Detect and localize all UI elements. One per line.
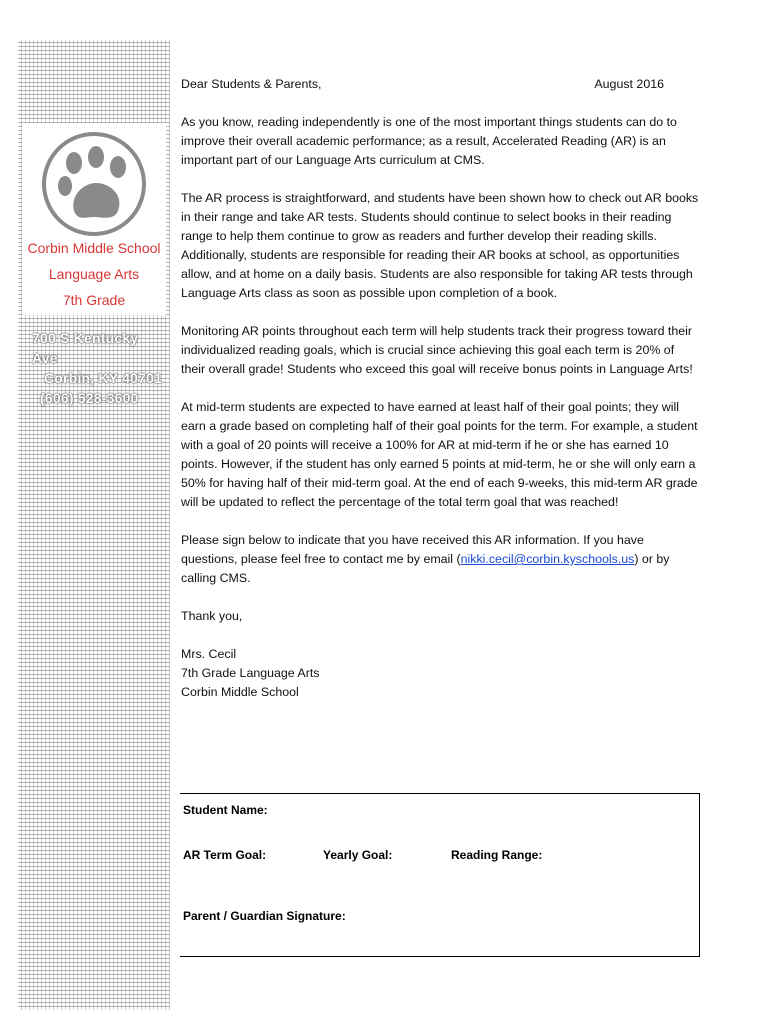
letter-header (181, 75, 701, 94)
department-name: Language Arts (48, 266, 140, 282)
closing: Thank you, (181, 609, 243, 623)
paw-print-icon (34, 129, 154, 239)
address-phone: (606) 528-3600 (40, 390, 139, 406)
parent-signature-label: Parent / Guardian Signature: (183, 909, 346, 923)
school-name-block (22, 235, 166, 313)
address-city: Corbin, KY 40701 (44, 370, 163, 386)
school-name: Corbin Middle School (27, 240, 161, 256)
grade-level: 7th Grade (62, 292, 126, 308)
yearly-goal-label: Yearly Goal: (323, 848, 393, 862)
letter-date: August 2016 (594, 77, 664, 91)
signature-name: Mrs. Cecil (181, 647, 237, 661)
contact-text-before: Please sign below to indicate that you have received this AR information. If you have questions, please feel free to contact me by email ( (181, 533, 644, 566)
school-logo-card (22, 123, 166, 315)
paragraph-process: The AR process is straightforward, and students have been shown how to check out AR books in their range and take AR tests. Students should continue to select books in their reading range to help them continue to grow as readers and further develop their reading skills. Additionally, students are responsible for reading their AR books at school, as opportunities allow, and at home on a daily basis. Students are also responsible for taking AR tests through Language Arts class as soon as possible upon completion of a book. (181, 191, 699, 300)
signature-title: 7th Grade Language Arts (181, 666, 320, 680)
letter-body (181, 75, 701, 702)
student-name-label: Student Name: (183, 803, 268, 817)
email-link[interactable]: nikki.cecil@corbin.kyschools.us (460, 552, 635, 566)
signature-block (181, 645, 701, 702)
paragraph-monitoring: Monitoring AR points throughout each term will help students track their progress toward their individualized reading goals, which is crucial since achieving this goal each term is 20% of their overall grade! Students who exceed this goal will receive bonus points in Language Arts! (181, 324, 693, 376)
reading-range-label: Reading Range: (451, 848, 543, 862)
term-goal-label: AR Term Goal: (183, 848, 267, 862)
paragraph-intro: As you know, reading independently is one of the most important things students can do to improve their overall academic performance; as a result, Accelerated Reading (AR) is an important part of our Language Arts curriculum at CMS. (181, 115, 677, 167)
paragraph-midterm: At mid-term students are expected to have earned at least half of their goal points; they will earn a grade based on completing half of their goal points for the term. For example, a student with a goal of 20 points will receive a 100% for AR at mid-term if he or she has earned 10 points. However, if the student has only earned 5 points at mid-term, he or she will only earn a 50% for having half of their mid-term goal. At the end of each 9-weeks, this mid-term AR grade will be updated to reflect the percentage of the total term goal that was reached! (181, 400, 698, 509)
signature-school: Corbin Middle School (181, 685, 299, 699)
paragraph-contact (181, 531, 701, 588)
contact-text-after: ) or by calling CMS. (181, 552, 670, 585)
signature-form (180, 793, 700, 957)
school-address (24, 328, 164, 408)
address-street: 700 S Kentucky Ave (32, 330, 139, 366)
greeting: Dear Students & Parents, (181, 77, 322, 91)
